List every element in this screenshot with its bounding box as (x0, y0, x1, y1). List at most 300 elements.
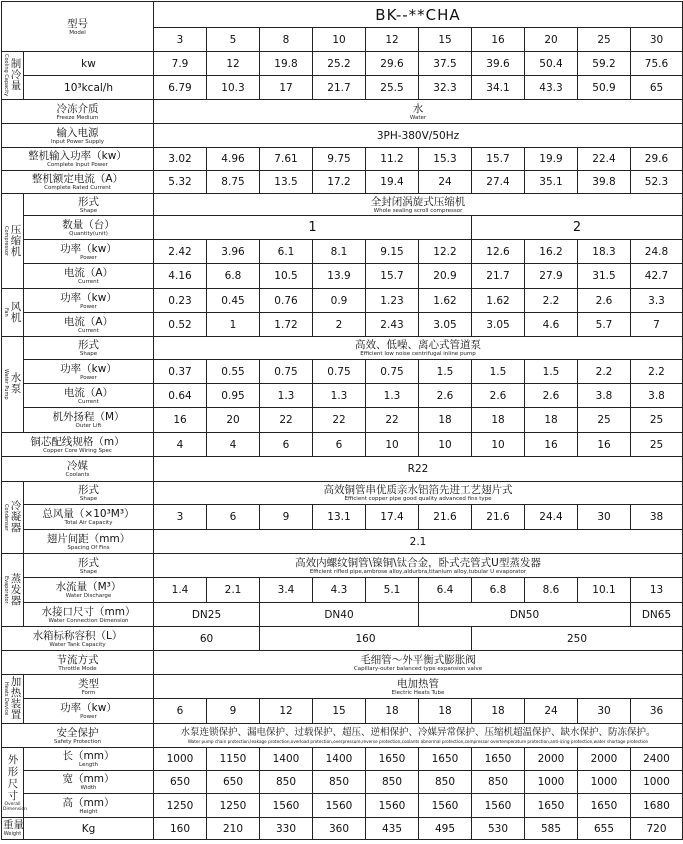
cell: 18 (419, 408, 472, 433)
cell: 2.6 (578, 289, 631, 313)
pump-power-label: 功率（kw） Power (24, 360, 154, 384)
cell: 1650 (578, 794, 631, 818)
cell: 29.6 (631, 148, 683, 171)
cell: 1560 (366, 794, 419, 818)
water-tank-row (2, 627, 683, 651)
cell: 850 (366, 771, 419, 794)
cell: 10 (419, 433, 472, 457)
cell: 7.9 (154, 52, 207, 76)
cell: 17.2 (313, 171, 366, 194)
cell: 0.9 (313, 289, 366, 313)
cell: 50.9 (578, 76, 631, 100)
model-number: 15 (419, 28, 472, 52)
cell: 15.7 (366, 264, 419, 289)
cell: 5.32 (154, 171, 207, 194)
coolants-label: 冷媒 Coolants (2, 457, 154, 482)
weight-row (2, 818, 683, 840)
coolants-value: R22 (154, 457, 683, 482)
model-number: 20 (525, 28, 578, 52)
compressor-quantity-label: 数量（台） Quantity(unit) (24, 216, 154, 240)
cell: 650 (154, 771, 207, 794)
cell: 9.75 (313, 148, 366, 171)
heating-form-row (2, 675, 683, 699)
cell: 6 (154, 699, 207, 724)
cell: 0.45 (207, 289, 260, 313)
cell: 21.7 (313, 76, 366, 100)
throttle-row (2, 651, 683, 675)
cell: 2.2 (631, 360, 683, 384)
model-number: 10 (313, 28, 366, 52)
cell: 2.6 (419, 384, 472, 408)
evaporator-shape-value: 高效内螺纹铜管\镍铜\钛合金，卧式壳管式U型蒸发器 Efficient rifled pipe,ambrose alloy,aldurbra,titanium alloy,tubular U evaporator (154, 554, 683, 578)
cell: 1000 (578, 771, 631, 794)
cell: 1650 (525, 794, 578, 818)
freeze-medium-label: 冷冻介质 Freeze Medium (2, 100, 154, 124)
cell: 2400 (631, 748, 683, 771)
cell: 850 (313, 771, 366, 794)
pump-shape-value: 高效、低噪、离心式管道泵 Efficient low noise centrifugal inline pump (154, 337, 683, 360)
cell: 2.6 (472, 384, 525, 408)
connection-dn25: DN25 (154, 603, 260, 627)
cell: 32.3 (419, 76, 472, 100)
cell: 6.4 (419, 578, 472, 603)
model-number: 30 (631, 28, 683, 52)
cell: 160 (154, 818, 207, 840)
cell: 27.4 (472, 171, 525, 194)
pump-side-label: Water Pump 水泵 (2, 337, 24, 433)
dimension-length-label: 长（mm） Length (24, 748, 154, 771)
cell: 8.1 (313, 240, 366, 264)
condenser-fin-label: 翅片间距（mm） Spacing Of Fins (24, 530, 154, 554)
cell: 2000 (525, 748, 578, 771)
cell: 13.1 (313, 505, 366, 530)
cell: 3.8 (631, 384, 683, 408)
cell: 1250 (207, 794, 260, 818)
cell: 21.6 (472, 505, 525, 530)
cell: 19.9 (525, 148, 578, 171)
cell: 39.8 (578, 171, 631, 194)
cell: 4.16 (154, 264, 207, 289)
cell: 24 (525, 699, 578, 724)
cell: 3.96 (207, 240, 260, 264)
safety-label: 安全保护 Safety Protection (2, 724, 154, 748)
fan-current-row (2, 313, 683, 337)
weight-side-label: 重量 Weight (2, 818, 24, 840)
cell: 25 (631, 408, 683, 433)
compressor-side-label: Compressor 压缩机 (2, 194, 24, 289)
model-label-en: Model (69, 29, 86, 36)
model-number: 3 (154, 28, 207, 52)
cell: 42.7 (631, 264, 683, 289)
model-header-row (2, 2, 683, 28)
cell: 850 (419, 771, 472, 794)
heating-side-label: Heats Device 加热装置 (2, 675, 24, 724)
cell: 18 (472, 408, 525, 433)
cell: 655 (578, 818, 631, 840)
cell: 1400 (260, 748, 313, 771)
cell: 16 (154, 408, 207, 433)
cell: 7.61 (260, 148, 313, 171)
cell: 6 (207, 505, 260, 530)
cell: 6.8 (472, 578, 525, 603)
connection-dn50: DN50 (419, 603, 631, 627)
cell: 3.3 (631, 289, 683, 313)
cell: 2.1 (207, 578, 260, 603)
cell: 0.75 (260, 360, 313, 384)
connection-dn40: DN40 (260, 603, 419, 627)
cell: 1.23 (366, 289, 419, 313)
cell: 37.5 (419, 52, 472, 76)
cell: 10.3 (207, 76, 260, 100)
dimension-length-row (2, 748, 683, 771)
compressor-shape-value: 全封闭涡旋式压缩机 Whole sealing scroll compressor (154, 194, 683, 216)
evaporator-connection-label: 水接口尺寸（mm） Water Connection Dimension (24, 603, 154, 627)
heating-power-label: 功率（kw） Power (24, 699, 154, 724)
cell: 2.2 (525, 289, 578, 313)
cell: 3.02 (154, 148, 207, 171)
cell: 4.6 (525, 313, 578, 337)
cell: 6.79 (154, 76, 207, 100)
cell: 25 (578, 408, 631, 433)
evaporator-shape-row (2, 554, 683, 578)
fan-power-row (2, 289, 683, 313)
cell: 13 (631, 578, 683, 603)
pump-outer-lift-row (2, 408, 683, 433)
cell: 5.7 (578, 313, 631, 337)
cell: 24.8 (631, 240, 683, 264)
evaporator-discharge-row (2, 578, 683, 603)
compressor-quantity-row (2, 216, 683, 240)
cell: 27.9 (525, 264, 578, 289)
cell: 1.3 (260, 384, 313, 408)
cell: 39.6 (472, 52, 525, 76)
cell: 30 (578, 505, 631, 530)
cell: 10 (366, 433, 419, 457)
cell: 29.6 (366, 52, 419, 76)
cell: 1000 (154, 748, 207, 771)
cell: 585 (525, 818, 578, 840)
cell: 6 (260, 433, 313, 457)
freeze-medium-value: 水 Water (154, 100, 683, 124)
evaporator-discharge-label: 水流量（M³） Water Discharge (24, 578, 154, 603)
cell: 1.3 (366, 384, 419, 408)
compressor-power-label: 功率（kw） Power (24, 240, 154, 264)
cell: 15 (313, 699, 366, 724)
cell: 8.75 (207, 171, 260, 194)
cell: 13.9 (313, 264, 366, 289)
cell: 1.5 (419, 360, 472, 384)
cell: 11.2 (366, 148, 419, 171)
cooling-kcal-row (2, 76, 683, 100)
pump-shape-row (2, 337, 683, 360)
pump-power-row (2, 360, 683, 384)
cell: 16 (525, 433, 578, 457)
compressor-quantity-1: 1 (154, 216, 472, 240)
cell: 4 (154, 433, 207, 457)
condenser-shape-label: 形式 Shape (24, 482, 154, 505)
cell: 7 (631, 313, 683, 337)
cell: 850 (260, 771, 313, 794)
copper-wiring-label: 铜芯配线规格（m） Copper Core Wiring Spec (2, 433, 154, 457)
cell: 9.15 (366, 240, 419, 264)
cooling-kw-row (2, 52, 683, 76)
condenser-shape-row (2, 482, 683, 505)
cell: 1560 (260, 794, 313, 818)
cell: 4.3 (313, 578, 366, 603)
cell: 18 (525, 408, 578, 433)
complete-input-power-row (2, 148, 683, 171)
cell: 1.62 (472, 289, 525, 313)
cell: 3.8 (578, 384, 631, 408)
cell: 0.55 (207, 360, 260, 384)
input-power-supply-label: 输入电源 Input Power Supply (2, 124, 154, 148)
coolants-row (2, 457, 683, 482)
heating-power-row (2, 699, 683, 724)
condenser-fin-row (2, 530, 683, 554)
cell: 2 (313, 313, 366, 337)
condenser-air-row (2, 505, 683, 530)
cell: 19.8 (260, 52, 313, 76)
cell: 0.52 (154, 313, 207, 337)
evaporator-shape-label: 形式 Shape (24, 554, 154, 578)
model-number: 16 (472, 28, 525, 52)
complete-rated-current-label: 整机额定电流（A） Complete Rated Current (2, 171, 154, 194)
cell: 59.2 (578, 52, 631, 76)
cell: 330 (260, 818, 313, 840)
cell: 9 (260, 505, 313, 530)
compressor-current-label: 电流（A） Current (24, 264, 154, 289)
cell: 22 (366, 408, 419, 433)
heating-form-label: 类型 Form (24, 675, 154, 699)
pump-shape-label: 形式 Shape (24, 337, 154, 360)
tank-160: 160 (260, 627, 472, 651)
cooling-kcal-label: 10³kcal/h (24, 76, 154, 100)
cell: 1250 (154, 794, 207, 818)
cell: 50.4 (525, 52, 578, 76)
cell: 12 (260, 699, 313, 724)
cell: 1680 (631, 794, 683, 818)
cell: 19.4 (366, 171, 419, 194)
cell: 0.64 (154, 384, 207, 408)
cell: 0.75 (366, 360, 419, 384)
dimension-width-label: 宽（mm） Width (24, 771, 154, 794)
model-number: 12 (366, 28, 419, 52)
cell: 3.05 (419, 313, 472, 337)
cell: 1 (207, 313, 260, 337)
spec-table (1, 1, 683, 840)
cell: 24.4 (525, 505, 578, 530)
copper-wiring-row (2, 433, 683, 457)
compressor-current-row (2, 264, 683, 289)
cell: 650 (207, 771, 260, 794)
cell: 52.3 (631, 171, 683, 194)
cell: 1650 (472, 748, 525, 771)
cell: 25.2 (313, 52, 366, 76)
cell: 12 (207, 52, 260, 76)
cell: 15.7 (472, 148, 525, 171)
cell: 17.4 (366, 505, 419, 530)
cell: 1650 (366, 748, 419, 771)
cell: 4.96 (207, 148, 260, 171)
tank-250: 250 (472, 627, 683, 651)
compressor-shape-label: 形式 Shape (24, 194, 154, 216)
safety-row (2, 724, 683, 748)
dimension-side-label: 外形尺寸 Overall Dimension (2, 748, 24, 818)
cell: 1560 (313, 794, 366, 818)
water-tank-label: 水箱标称容积（L） Water Tank Capacity (2, 627, 154, 651)
cell: 21.7 (472, 264, 525, 289)
cell: 1000 (631, 771, 683, 794)
cell: 2000 (578, 748, 631, 771)
cell: 18 (366, 699, 419, 724)
cell: 5.1 (366, 578, 419, 603)
cell: 38 (631, 505, 683, 530)
cell: 20.9 (419, 264, 472, 289)
cell: 1.5 (472, 360, 525, 384)
cell: 1560 (419, 794, 472, 818)
cell: 720 (631, 818, 683, 840)
cell: 1.3 (313, 384, 366, 408)
cell: 43.3 (525, 76, 578, 100)
cell: 0.75 (313, 360, 366, 384)
cell: 36 (631, 699, 683, 724)
cell: 10.1 (578, 578, 631, 603)
condenser-air-label: 总风量（×10³M³） Total Air Capacity (24, 505, 154, 530)
cell: 22.4 (578, 148, 631, 171)
complete-rated-current-row (2, 171, 683, 194)
cell: 1.72 (260, 313, 313, 337)
weight-unit: Kg (24, 818, 154, 840)
pump-current-row (2, 384, 683, 408)
cell: 75.6 (631, 52, 683, 76)
cell: 15.3 (419, 148, 472, 171)
cell: 2.2 (578, 360, 631, 384)
condenser-shape-value: 高效铜管串优质亲水铝箔先进工艺翅片式 Efficient copper pipe good quality advanced fins type (154, 482, 683, 505)
cell: 360 (313, 818, 366, 840)
fan-power-label: 功率（kw） Power (24, 289, 154, 313)
model-number: 25 (578, 28, 631, 52)
cell: 0.37 (154, 360, 207, 384)
cell: 1.5 (525, 360, 578, 384)
input-power-supply-row (2, 124, 683, 148)
cell: 10.5 (260, 264, 313, 289)
freeze-medium-row (2, 100, 683, 124)
fan-side-label: Fan 风机 (2, 289, 24, 337)
cell: 8.6 (525, 578, 578, 603)
cell: 18 (419, 699, 472, 724)
cell: 3.05 (472, 313, 525, 337)
cell: 1.62 (419, 289, 472, 313)
cell: 0.95 (207, 384, 260, 408)
throttle-label: 节流方式 Throttle Mode (2, 651, 154, 675)
cell: 1.4 (154, 578, 207, 603)
cell: 10 (472, 433, 525, 457)
cell: 1650 (419, 748, 472, 771)
cell: 1560 (472, 794, 525, 818)
cell: 16 (578, 433, 631, 457)
connection-dn65: DN65 (631, 603, 683, 627)
evaporator-connection-row (2, 603, 683, 627)
model-header-cell (2, 2, 154, 52)
cooling-side-label: Cooling Capacity 制冷量 (2, 52, 24, 100)
model-label: 型号 (67, 17, 88, 30)
cell: 31.5 (578, 264, 631, 289)
cell: 850 (472, 771, 525, 794)
cell: 9 (207, 699, 260, 724)
dimension-height-row (2, 794, 683, 818)
cell: 17 (260, 76, 313, 100)
cell: 12.2 (419, 240, 472, 264)
cell: 3 (154, 505, 207, 530)
complete-input-power-label: 整机输入功率（kw） Complete Input Power (2, 148, 154, 171)
cell: 18 (472, 699, 525, 724)
cell: 12.6 (472, 240, 525, 264)
cell: 0.23 (154, 289, 207, 313)
cell: 495 (419, 818, 472, 840)
cell: 21.6 (419, 505, 472, 530)
compressor-power-row (2, 240, 683, 264)
cell: 30 (578, 699, 631, 724)
compressor-quantity-2: 2 (472, 216, 683, 240)
model-number: 8 (260, 28, 313, 52)
model-number: 5 (207, 28, 260, 52)
cell: 6 (313, 433, 366, 457)
series-title: BK--**CHA (154, 2, 683, 28)
cooling-kw-label: kw (24, 52, 154, 76)
cell: 22 (260, 408, 313, 433)
cell: 6.1 (260, 240, 313, 264)
cell: 4 (207, 433, 260, 457)
heating-form-value: 电加热管 Electric Heats Tube (154, 675, 683, 699)
pump-outer-lift-label: 机外扬程（M） Outer Lift (24, 408, 154, 433)
cell: 16.2 (525, 240, 578, 264)
cell: 25 (631, 433, 683, 457)
safety-value: 水泵连锁保护、漏电保护、过载保护、超压、逆相保护、冷媒异常保护、压缩机超温保护、缺水保护、防冻保护。 Water pump chain protection,leakage protection,overload protection,overpressure,reverse protection,coolants abnormal protection,compressor overtemperature protection,anti-icing protection,water shortage protection (154, 724, 683, 748)
compressor-shape-row (2, 194, 683, 216)
input-power-supply-value: 3PH-380V/50Hz (154, 124, 683, 148)
fan-current-label: 电流（A） Current (24, 313, 154, 337)
cell: 2.42 (154, 240, 207, 264)
cell: 530 (472, 818, 525, 840)
cell: 22 (313, 408, 366, 433)
cell: 1400 (313, 748, 366, 771)
pump-current-label: 电流（A） Current (24, 384, 154, 408)
cell: 6.8 (207, 264, 260, 289)
cell: 18.3 (578, 240, 631, 264)
throttle-value: 毛细管～外平衡式膨胀阀 Capillary-outer balanced type expansion valve (154, 651, 683, 675)
dimension-width-row (2, 771, 683, 794)
cell: 34.1 (472, 76, 525, 100)
cell: 2.6 (525, 384, 578, 408)
cell: 0.76 (260, 289, 313, 313)
tank-60: 60 (154, 627, 260, 651)
cell: 24 (419, 171, 472, 194)
dimension-height-label: 高（mm） Height (24, 794, 154, 818)
cell: 20 (207, 408, 260, 433)
condenser-fin-value: 2.1 (154, 530, 683, 554)
cell: 2.43 (366, 313, 419, 337)
cell: 25.5 (366, 76, 419, 100)
cell: 65 (631, 76, 683, 100)
cell: 13.5 (260, 171, 313, 194)
cell: 435 (366, 818, 419, 840)
condenser-side-label: Condenser 冷凝器 (2, 482, 24, 554)
cell: 3.4 (260, 578, 313, 603)
cell: 1150 (207, 748, 260, 771)
cell: 1000 (525, 771, 578, 794)
evaporator-side-label: Evaporator 蒸发器 (2, 554, 24, 627)
cell: 210 (207, 818, 260, 840)
